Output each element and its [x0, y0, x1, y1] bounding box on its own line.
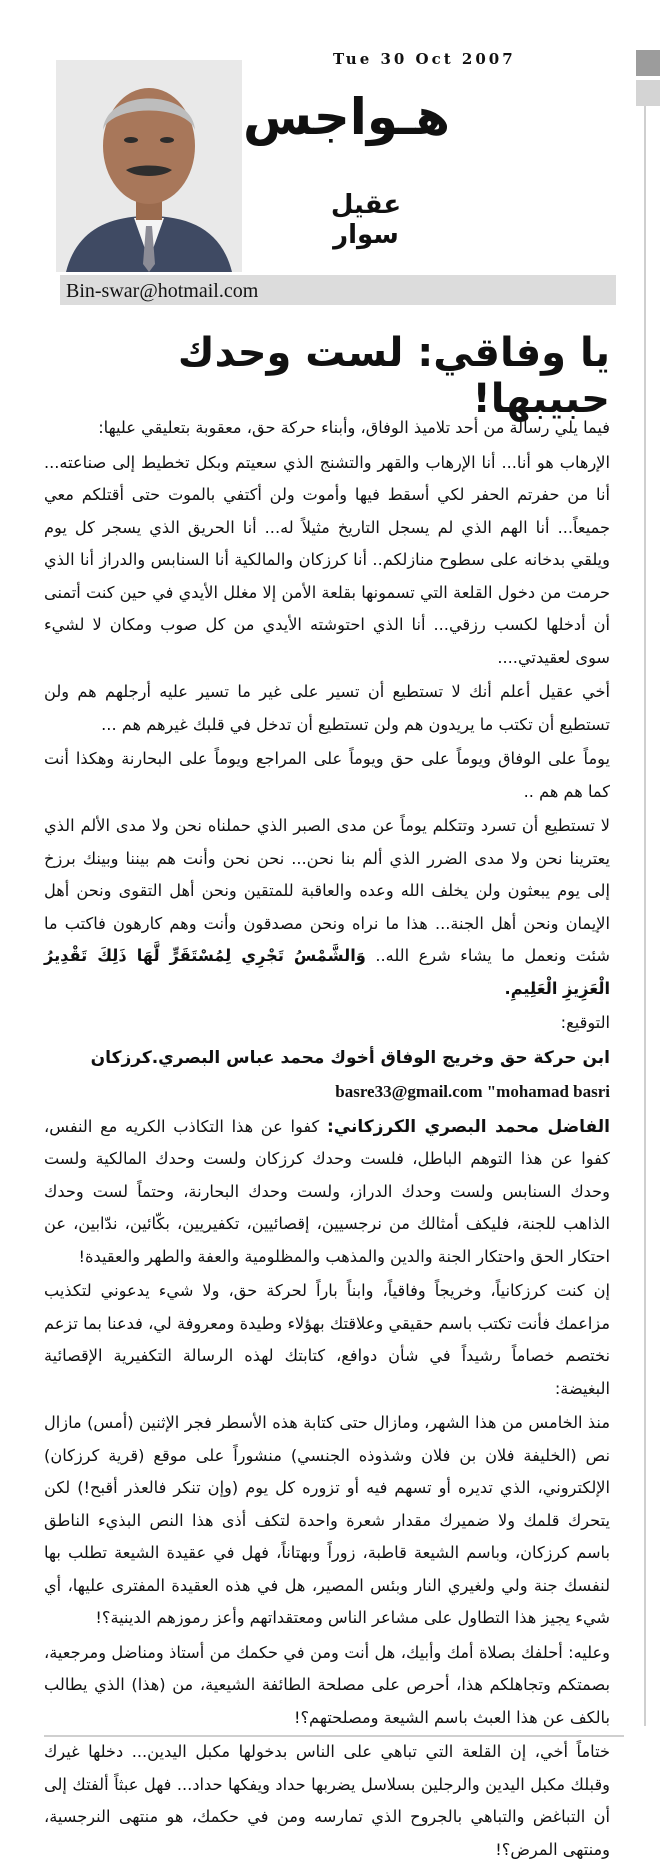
- letter-paragraph-2: أخي عقيل أعلم أنك لا تستطيع أن تسير على غير ما تسير عليه أرجلهم هم ولن تستطيع أن تكتب ما يريدون هم ولن تستطيع أن تدخل في قلبك غيرهم هم ...: [44, 682, 610, 734]
- reply-addressee: الفاضل محمد البصري الكرزكاني:: [326, 1116, 610, 1137]
- reply-paragraph-1: [44, 1111, 610, 1274]
- side-tabs: [636, 50, 660, 110]
- author-name: عقيل سوار: [330, 190, 402, 250]
- signature-email: basre33@gmail.com "mohamad basri: [335, 1082, 610, 1101]
- signature-name: ابن حركة حق وخريج الوفاق أخوك محمد عباس البصري.كرزكان: [90, 1047, 610, 1068]
- letter-paragraph-3: يوماً على الوفاق ويوماً على حق ويوماً على المراجع ويوماً على البحارنة وهكذا أنت كما هم هم ..: [44, 749, 610, 801]
- bottom-rule: [44, 1735, 624, 1737]
- quran-verse: وَالشَّمْسُ تَجْرِي لِمُسْتَقَرٍّ لَّهَا ذَلِكَ تَقْدِيرُ الْعَزِيزِ الْعَلِيمِ.: [44, 946, 610, 998]
- headline: يا وفاقي: لست وحدك حبيبها!: [177, 330, 610, 422]
- reply-paragraph-2: إن كنت كرزكانياً، وخريجاً وفاقياً، وابناً باراً لحركة حق، ولا شيء يدعوني لتكذيب مزاعمك فأنت تكتب باسم حقيقي وعلاقتك بهؤلاء وطيدة ومعروفة لي، فدعنا بما تزعم نختصم خصاماً رشيداً في شأن دوافع، كتابتك لهذه الرسالة التكفيرية الإقصائية البغيضة:: [44, 1281, 610, 1398]
- reply-paragraph-3: منذ الخامس من هذا الشهر، ومازال حتى كتابة هذه الأسطر فجر الإثنين (أمس) مازال نص (الخليفة فلان بن فلان وشذوذه الجنسي) منشوراً على موقع (قرية كرزكان) الإلكتروني، الذي تديره أو تسهم فيه أو تزوره كل يوم (وإن تنكر فالعذر أقبح!) لكن يتحرك قلمك ولا ضميرك مقدار شعرة واحدة لتكف أذى هذا النص البذيء الناطق باسم كرزكان، وباسم الشيعة قاطبة، زوراً وبهتاناً، فهل في عقيدة الشيعة تطلب بها لنفسك جنة ولي ولغيري النار وبئس المصير، هل في هذه العقيدة المفترى عليها، أي شيء يجيز هذا التطاول على مشاعر الناس ومعتقداتهم وأعز رموزهم الدينية؟!: [44, 1413, 610, 1627]
- side-tab-light: [636, 80, 660, 106]
- issue-date: Tue 30 Oct 2007: [333, 50, 516, 68]
- letter-paragraph-4: [44, 810, 610, 1005]
- email-bar: [60, 275, 616, 305]
- reply-paragraph-4: وعليه: أحلفك بصلاة أمك وأبيك، هل أنت ومن في حكمك من أستاذ ومناضل ومرجعية، بصمتكم وتجاهلكم هذا، أحرص على مصلحة الطائفة الشيعية، من (هذا) الذي يطالب بالكف عن هذا العبث باسم الشيعة ومصلحتهم؟!: [44, 1642, 610, 1727]
- letter-paragraph-1: الإرهاب هو أنا... أنا الإرهاب والقهر والتشنج الذي سعيتم وبكل تخطيط إلى صناعته... أنا من حفرتم الحفر لكي أسقط فيها وأموت ولن أكتفي بالموت حتى أقتلكم معي جميعاً... أنا الهم الذي لم يسجل التاريخ مثيلاً له... أنا الحريق الذي يسجر كل يوم ويلقي بدخانه على سطوح منازلكم.. أنا كرزكان والمالكية أنا السنابس والدراز أنا الذي حرمت من دخول القلعة التي تسمونها بقلعة الأمن إلا مغلل الأيدي في حين كنت أتمنى أن أدخلها لكسب رزقي... أنا الذي احتوشته الأيدي من كل صوب ومكان لا لشيء سوى لعقيدتي....: [44, 452, 610, 667]
- side-tab-dark: [636, 50, 660, 76]
- reply-paragraph-1-text: كفوا عن هذا التكاذب الكريه مع النفس، كفوا عن هذا التوهم الباطل، فلست وحدك كرزكان ولست وحدك المالكية ولست وحدك السنابس ولست وحدك الدراز، ولست وحدك البحارنة، وحتماً لست وحدك الذاهب للجنة، فليكف أمثالك من نرجسيين، إقصائيين، تكفيريين، بكّائين، ندّابين، عن احتكار الحق واحتكار الجنة والدين والمذهب والمظلومية والعفة والطهر والعقيدة!: [44, 1116, 610, 1266]
- author-photo: [56, 60, 242, 272]
- author-portrait-image: [56, 60, 242, 272]
- signature-label: التوقيع:: [560, 1013, 610, 1032]
- letter-paragraph-4-text: لا تستطيع أن تسرد وتتكلم يوماً عن مدى الصبر الذي حملناه نحن ولا مدى الألم الذي يعترينا نحن ولا مدى الضرر الذي ألم بنا نحن... نحن نحن وأنت هم بيننا وبينك برزخ إلى يوم يبعثون ولن يخلف الله وعده والعاقبة للمتقين ونحن أهل التقوى ونحن أهل الإيمان ونحن أهل الجنة... هذا ما نراه ونحن مصدقون وأنت وهم كارهون فاكتب ما شئت ونعمل ما يشاء شرع الله..: [44, 816, 611, 965]
- right-rule: [644, 106, 646, 1726]
- column-name: هـواجس: [243, 88, 450, 146]
- author-email[interactable]: Bin-swar@hotmail.com: [66, 280, 259, 302]
- reply-paragraph-5: ختاماً أخي، إن القلعة التي تباهي على الناس بدخولها مكبل اليدين... دخلها غيرك وقبلك مكبل اليدين والرجلين بسلاسل يضربها حداد ويفكها حداد... فهل عبثاً ألفتك إلى أن التباغض والتباهي بالجروح الذي تمارسه ومن في حكمك، هو منتهى النرجسية، ومنتهى المرض؟!: [44, 1742, 610, 1859]
- article-body: [44, 412, 610, 1868]
- article-intro: فيما يلي رسالة من أحد تلاميذ الوفاق، وأبناء حركة حق، معقوبة بتعليقي عليها:: [98, 418, 610, 437]
